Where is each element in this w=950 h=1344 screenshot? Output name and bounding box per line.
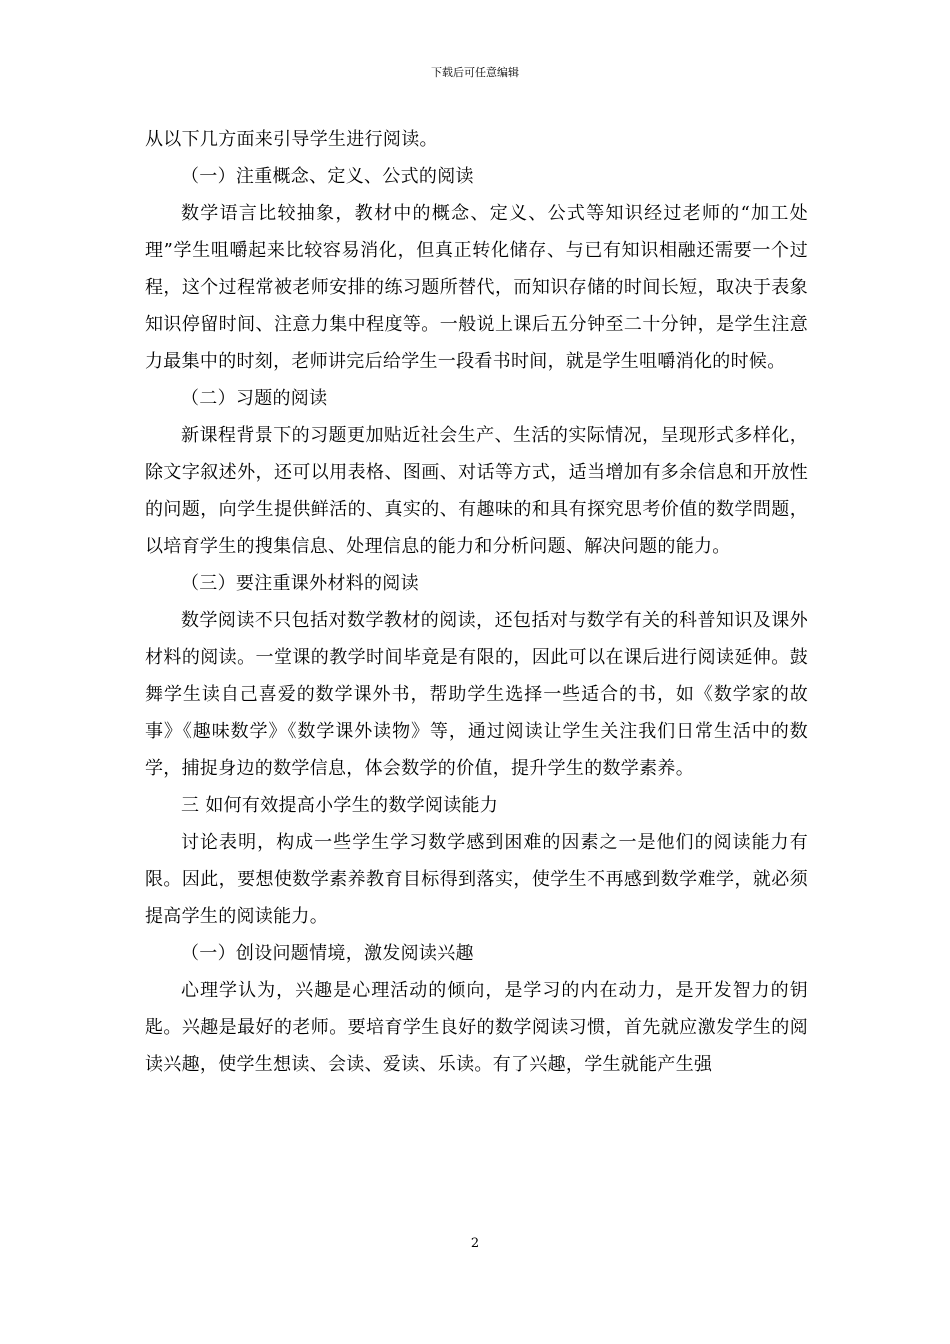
- paragraph-concept-reading: 数学语言比较抽象，教材中的概念、定义、公式等知识经过老师的“加工处理”学生咀嚼起来比较容易消化，但真正转化储存、与已有知识相融还需要一个过程，这个过程常被老师安排的练习题所替代，而知识存储的时间长短，取决于表象知识停留时间、注意力集中程度等。一般说上课后五分钟至二十分钟，是学生注意力最集中的时刻，老师讲完后给学生一段看书时间，就是学生咀嚼消化的时候。: [145, 203, 808, 372]
- document-body: [145, 121, 808, 1083]
- heading-extracurricular-reading: （三）要注重课外材料的阅读: [181, 573, 419, 594]
- paragraph-1: 从以下几方面来引导学生进行阅读。: [145, 129, 438, 150]
- page-number: 2: [470, 1236, 480, 1251]
- paragraph-research: 讨论表明，构成一些学生学习数学感到困难的因素之一是他们的阅读能力有限。因此，要想使数学素养教育目标得到落实，使学生不再感到数学难学，就必须提高学生的阅读能力。: [145, 832, 808, 927]
- section-heading-3: 三 如何有效提高小学生的数学阅读能力: [181, 795, 499, 816]
- heading-problem-situation: （一）创设问题情境，激发阅读兴趣: [181, 943, 474, 964]
- paragraph-extracurricular-reading: 数学阅读不只包括对数学教材的阅读，还包括对与数学有关的科普知识及课外材料的阅读。一堂课的教学时间毕竟是有限的，因此可以在课后进行阅读延伸。鼓舞学生读自己喜爱的数学课外书，帮助学生选择一些适合的书，如《数学家的故事》《趣味数学》《数学课外读物》等，通过阅读让学生关注我们日常生活中的数学，捕捉身边的数学信息，体会数学的价值，提升学生的数学素养。: [145, 610, 808, 779]
- heading-exercise-reading: （二）习题的阅读: [181, 388, 328, 409]
- paragraph-interest: 心理学认为，兴趣是心理活动的倾向，是学习的内在动力，是开发智力的钥匙。兴趣是最好的老师。要培育学生良好的数学阅读习惯，首先就应激发学生的阅读兴趣，使学生想读、会读、爱读、乐读。有了兴趣，学生就能产生强: [145, 980, 808, 1075]
- paragraph-exercise-reading: 新课程背景下的习题更加贴近社会生产、生活的实际情况，呈现形式多样化，除文字叙述外，还可以用表格、图画、对话等方式，适当增加有多余信息和开放性的问题，向学生提供鲜活的、真实的、有趣味的和具有探究思考价值的数学問题，以培育学生的搜集信息、处理信息的能力和分析问题、解决问题的能力。: [145, 425, 808, 557]
- heading-concept-reading: （一）注重概念、定义、公式的阅读: [181, 166, 474, 187]
- page-header: 下载后可任意编辑: [431, 66, 519, 79]
